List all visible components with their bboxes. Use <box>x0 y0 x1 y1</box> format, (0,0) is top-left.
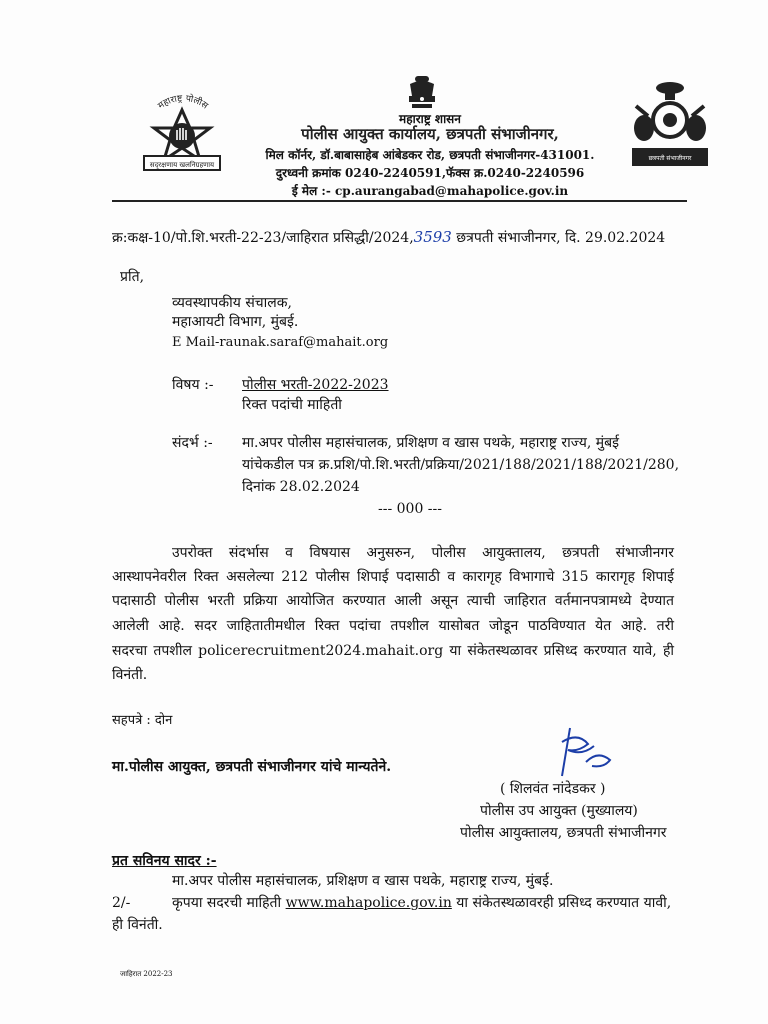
copy-line-2-post: या संकेतस्थळावरही प्रसिध्द करण्यात यावी, <box>456 895 672 911</box>
reference-line1: मा.अपर पोलीस महासंचालक, प्रशिक्षण व खास पथके, महाराष्ट्र राज्य, मुंबई <box>242 435 619 451</box>
body-line-2: आस्थापनेवरील रिक्त असलेल्या 212 पोलीस शिपाई पदासाठी व कारागृह विभागाचे 315 कारागृह शिपाई <box>112 569 674 585</box>
subject-label: विषय :- <box>172 377 214 393</box>
body-line-1: उपरोक्त संदर्भास व विषयास अनुसरुन, पोलीस आयुक्तालय, छत्रपती संभाजीनगर <box>172 545 674 561</box>
copy-num: 2/- <box>112 895 131 911</box>
addressee-line2: महाआयटी विभाग, मुंबई. <box>172 314 299 330</box>
ashoka-emblem-icon <box>404 74 440 112</box>
subject-line1: पोलीस भरती-2022-2023 <box>242 377 389 393</box>
office-title: पोलीस आयुक्त कार्यालय, छत्रपती संभाजीनगर, <box>301 125 559 143</box>
govt-title: महाराष्ट्र शासन <box>399 112 461 126</box>
enclosure-note: सहपत्रे : दोन <box>112 713 173 728</box>
subject-line2: रिक्त पदांची माहिती <box>242 397 342 413</box>
crest-banner-text: छत्रपती संभाजीनगर <box>648 155 692 162</box>
reference-label: संदर्भ :- <box>172 435 213 451</box>
office-address: मिल कॉर्नर, डॉ.बाबासाहेब आंबेडकर रोड, छत्रपती संभाजीनगर-431001. <box>265 148 595 162</box>
signatory-office: पोलीस आयुक्तालय, छत्रपती संभाजीनगर <box>460 825 667 841</box>
body-line-6: विनंती. <box>112 667 148 683</box>
body-line-4: आलेली आहे. सदर जाहितातीमधील रिक्त पदांचा तपशील यासोबत जोडून पाठविण्यात येत आहे. तरी <box>112 618 674 634</box>
signature-scribble <box>548 722 628 782</box>
ref-number-line <box>112 228 665 247</box>
copy-heading <box>112 852 217 870</box>
reference-line2: यांचेकडील पत्र क्र.प्रशि/पो.शि.भरती/प्रक्रिया/2021/188/2021/188/2021/280, <box>242 457 680 473</box>
reference-line3: दिनांक 28.02.2024 <box>242 479 360 495</box>
office-phone: दुरध्वनी क्रमांक 0240-2240591,फॅक्स क्र.0240-2240596 <box>275 166 585 180</box>
copy-heading-text: प्रत सविनय सादर :- <box>112 853 217 869</box>
mahapolice-link[interactable]: www.mahapolice.gov.in <box>285 895 452 911</box>
signatory-designation: पोलीस उप आयुक्त (मुख्यालय) <box>480 803 638 819</box>
addressee-email: E Mail-raunak.saraf@mahait.org <box>172 335 389 350</box>
copy-line-2-pre: कृपया सदरची माहिती <box>172 895 282 911</box>
ref-prefix: क्र:कक्ष-10/पो.शि.भरती-22-23/जाहिरात प्रसिद्धी/2024, <box>112 230 414 246</box>
svg-text:महाराष्ट्र पोलीस <box>156 92 210 112</box>
copy-line-2 <box>172 894 671 912</box>
approval-note: मा.पोलीस आयुक्त, छत्रपती संभाजीनगर यांचे मान्यतेने. <box>112 759 392 775</box>
body-line-3: पदासाठी पोलीस भरती प्रक्रिया आयोजित करण्यात आली असून त्याची जाहिरात वर्तमानपत्रामध्ये देण्यात <box>112 593 674 609</box>
addressee-prati: प्रति, <box>120 269 145 285</box>
seal-motto-text: सद्‌रक्षणाय खलनिग्रहणाय <box>149 161 215 169</box>
header-divider <box>112 200 687 202</box>
signatory-name: ( शिलवंत नांदेडकर ) <box>500 781 606 797</box>
city-crest-emblem <box>626 76 714 176</box>
seal-top-text: महाराष्ट्र पोलीस <box>156 93 210 112</box>
copy-line-1: मा.अपर पोलीस महासंचालक, प्रशिक्षण व खास पथके, महाराष्ट्र राज्य, मुंबई. <box>172 873 554 889</box>
maharashtra-police-emblem <box>130 88 235 183</box>
addressee-line1: व्यवस्थापकीय संचालक, <box>172 295 293 311</box>
footer-note: जाहिरात 2022-23 <box>120 970 173 978</box>
office-email: ई मेल :- cp.aurangabad@mahapolice.gov.in <box>291 184 569 198</box>
ref-place-date: छत्रपती संभाजीनगर, दि. 29.02.2024 <box>456 230 666 246</box>
copy-line-3: ही विनंती. <box>112 917 163 933</box>
handwritten-ref-no: 3593 <box>413 228 452 246</box>
body-line-5: सदरचा तपशील policerecruitment2024.mahait.org या संकेतस्थळावर प्रसिध्द करण्यात यावे, ही <box>112 643 674 659</box>
separator: --- 000 --- <box>377 501 442 517</box>
